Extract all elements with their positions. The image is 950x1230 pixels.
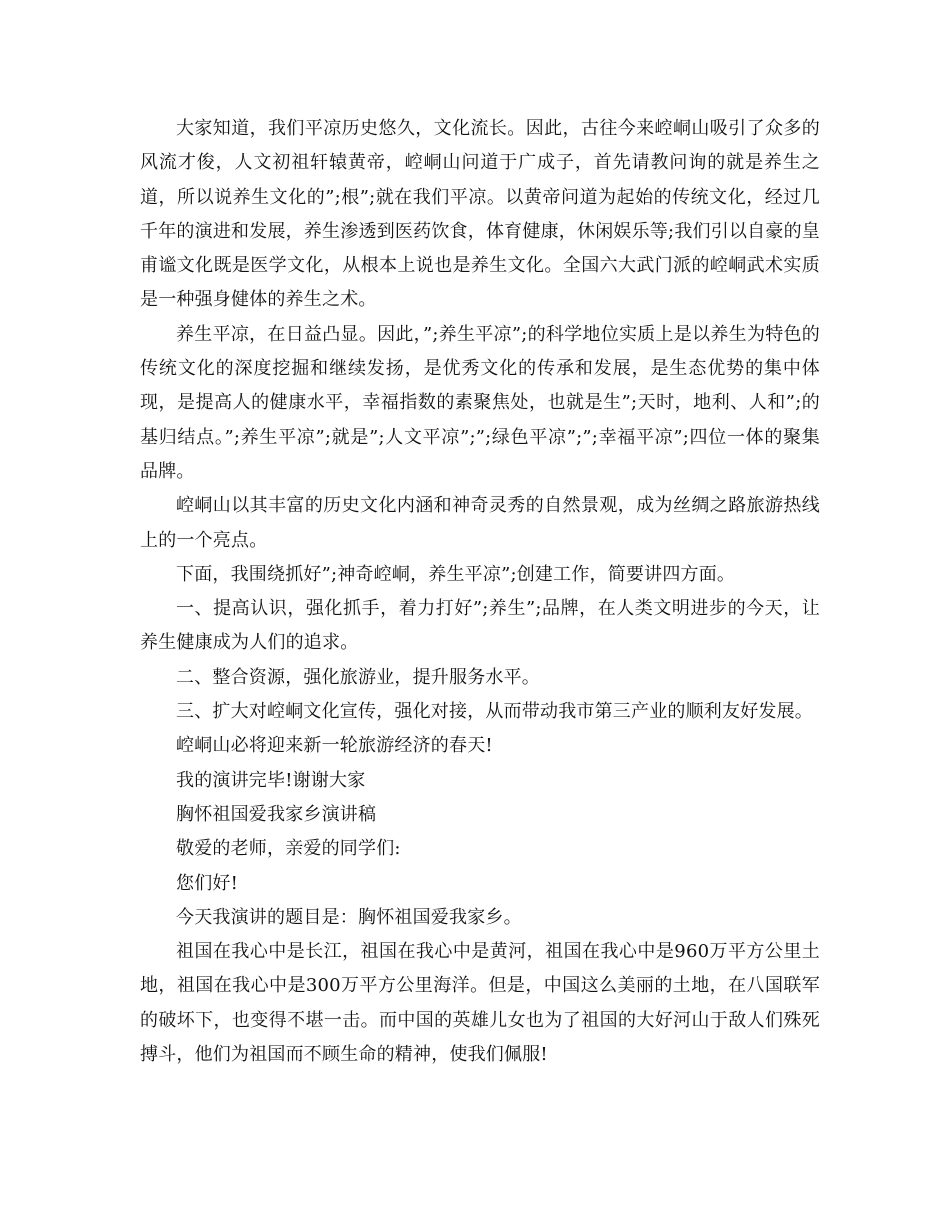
paragraph-8: 崆峒山必将迎来新一轮旅游经济的春天! (176, 735, 493, 757)
paragraph-7: 三、扩大对崆峒文化宣传，强化对接，从而带动我市第三产业的顺利友好发展。 (176, 701, 813, 723)
paragraph-10: 胸怀祖国爱我家乡演讲稿 (176, 803, 377, 825)
paragraph-1: 大家知道，我们平凉历史悠久，文化流长。因此，古往今来崆峒山吸引了众多的风流才俊，人文初祖轩辕黄帝，崆峒山问道于广成子，首先请教问询的就是养生之道，所以说养生文化的”;根”;就在我们平凉。以黄帝问道为起始的传统文化，经过几千年的演进和发展，养生渗透到医药饮食，体育健康，休闲娱乐等;我们引以自豪的皇甫谧文化既是医学文化，从根本上说也是养生文化。全国六大武门派的崆峒武术实质是一种强身健体的养生之术。 (140, 118, 820, 311)
paragraph-13: 今天我演讲的题目是：胸怀祖国爱我家乡。 (176, 906, 522, 928)
paragraph-14: 祖国在我心中是长江，祖国在我心中是黄河，祖国在我心中是960万平方公里土地，祖国在我心中是300万平方公里海洋。但是，中国这么美丽的土地，在八国联军的破坏下，也变得不堪一击。而中国的英雄儿女也为了祖国的大好河山于敌人们殊死搏斗，他们为祖国而不顾生命的精神，使我们佩服! (140, 941, 820, 1066)
paragraph-6: 二、整合资源，强化旅游业，提升服务水平。 (176, 666, 540, 688)
paragraph-9: 我的演讲完毕!谢谢大家 (176, 769, 366, 791)
document-body (140, 112, 820, 1072)
paragraph-4: 下面，我围绕抓好”;神奇崆峒，养生平凉”;创建工作，简要讲四方面。 (176, 563, 736, 585)
paragraph-2: 养生平凉，在日益凸显。因此，”;养生平凉”;的科学地位实质上是以养生为特色的传统文化的深度挖掘和继续发扬，是优秀文化的传承和发展，是生态优势的集中体现，是提高人的健康水平，幸福指数的素聚焦处，也就是生”;天时，地利、人和”;的基归结点。”;养生平凉”;就是”;人文平凉”;”;绿色平凉”;”;幸福平凉”;四位一体的聚集品牌。 (140, 323, 820, 482)
paragraph-12: 您们好! (176, 872, 239, 894)
paragraph-5: 一、提高认识，强化抓手，着力打好”;养生”;品牌，在人类文明进步的今天，让养生健康成为人们的追求。 (140, 598, 820, 654)
paragraph-3: 崆峒山以其丰富的历史文化内涵和神奇灵秀的自然景观，成为丝绸之路旅游热线上的一个亮点。 (140, 495, 820, 551)
paragraph-11: 敬爱的老师，亲爱的同学们: (176, 838, 401, 860)
